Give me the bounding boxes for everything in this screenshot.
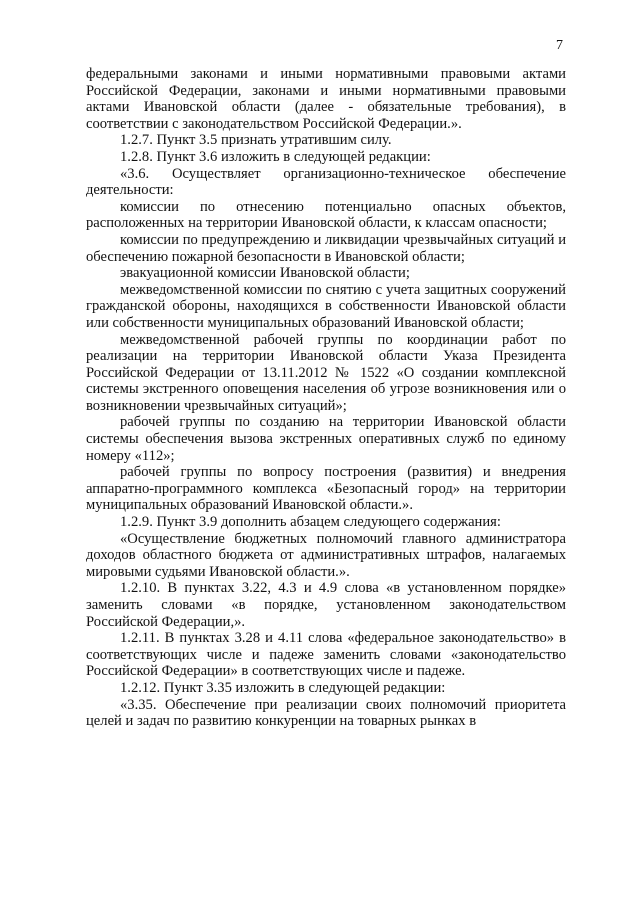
list-item-emergency-commission: комиссии по предупреждению и ликвидации чрезвычайных ситуаций и обеспечению пожарной безопасности в Ивановской области; bbox=[86, 231, 566, 265]
paragraph-1-2-8: 1.2.8. Пункт 3.6 изложить в следующей редакции: bbox=[120, 148, 431, 165]
paragraph-1-2-7: 1.2.7. Пункт 3.5 признать утратившим силу. bbox=[120, 132, 392, 149]
paragraph-1-2-10: 1.2.10. В пунктах 3.22, 4.3 и 4.9 слова «в установленном порядке» заменить словами «в порядке, установленном законодательством Российской Федерации,». bbox=[86, 580, 566, 630]
list-item-112-group: рабочей группы по созданию на территории Ивановской области системы обеспечения вызова экстренных оперативных служб по единому номеру «112»; bbox=[86, 414, 566, 464]
list-item-evacuation-commission: эвакуационной комиссии Ивановской области; bbox=[120, 265, 410, 282]
paragraph-1-2-11: 1.2.11. В пунктах 3.28 и 4.11 слова «федеральное законодательство» в соответствующих числе и падеже заменить словами «законодательство Российской Федерации» в соответствующих числе и падеже. bbox=[86, 630, 566, 680]
paragraph-3-6: «3.6. Осуществляет организационно-техническое обеспечение деятельности: bbox=[86, 165, 566, 199]
list-item-safe-city-group: рабочей группы по вопросу построения (развития) и внедрения аппаратно-программного комплекса «Безопасный город» на территории муниципальных образований Ивановской области.». bbox=[86, 464, 566, 514]
paragraph-budget-powers: «Осуществление бюджетных полномочий главного администратора доходов областного бюджета от административных штрафов, налагаемых мировыми судьями Ивановской области.». bbox=[86, 530, 566, 580]
list-item-civil-defense-commission: межведомственной комиссии по снятию с учета защитных сооружений гражданской обороны, находящихся в собственности Ивановской области или собственности муниципальных образований Ивановской области; bbox=[86, 281, 566, 331]
page-number: 7 bbox=[556, 38, 563, 53]
document-body bbox=[86, 66, 566, 730]
paragraph-continuation: федеральными законами и иными нормативными правовыми актами Российской Федерации, законами и иными нормативными правовыми актами Ивановской области (далее - обязательные требования), в соответствии с законодательством Российской Федерации.». bbox=[86, 66, 566, 132]
paragraph-1-2-9: 1.2.9. Пункт 3.9 дополнить абзацем следующего содержания: bbox=[120, 514, 501, 531]
list-item-hazard-commission: комиссии по отнесению потенциально опасных объектов, расположенных на территории Ивановской области, к классам опасности; bbox=[86, 198, 566, 232]
paragraph-1-2-12: 1.2.12. Пункт 3.35 изложить в следующей редакции: bbox=[120, 679, 446, 696]
paragraph-3-35: «3.35. Обеспечение при реализации своих полномочий приоритета целей и задач по развитию конкуренции на товарных рынках в bbox=[86, 696, 566, 730]
list-item-warning-system-group: межведомственной рабочей группы по координации работ по реализации на территории Ивановской области Указа Президента Российской Федерации от 13.11.2012 № 1522 «О создании комплексной системы экстренного оповещения населения об угрозе возникновения или о возникновении чрезвычайных ситуаций»; bbox=[86, 331, 566, 414]
